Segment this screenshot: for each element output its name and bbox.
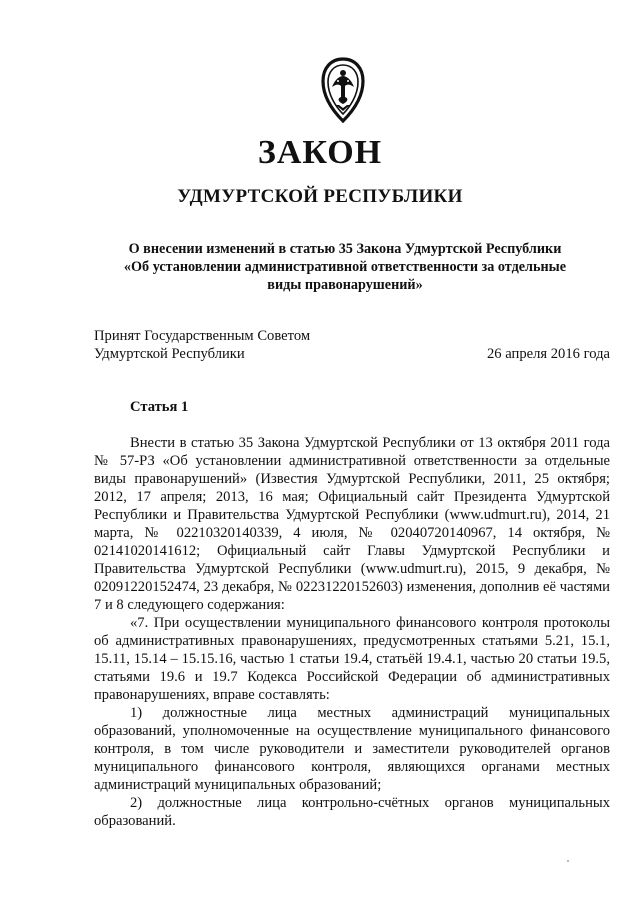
article-paragraph: 1) должностные лица местных администраций муниципальных образований, уполномоченные на осуществление муниципального финансового контроля, в том числе руководители и заместители руководителей органов муниципального финансового контроля, являющихся органами местных администраций муниципальных образований; [94, 705, 610, 793]
article-body [94, 434, 610, 830]
document-subtitle: УДМУРТСКОЙ РЕСПУБЛИКИ [177, 186, 463, 207]
adoption-info [94, 327, 310, 363]
article-paragraph: 2) должностные лица контрольно-счётных органов муниципальных образований. [94, 795, 610, 829]
law-name-heading [80, 240, 610, 294]
document-title: ЗАКОН [257, 134, 383, 171]
adoption-date: 26 апреля 2016 года [487, 346, 610, 362]
udmurt-coat-of-arms-icon [318, 57, 368, 123]
article-paragraph: Внести в статью 35 Закона Удмуртской Республики от 13 октября 2011 года № 57-РЗ «Об установлении административной ответственности за отдельные виды правонарушений» (Известия Удмуртской Республики, 2011, 25 октября; 2012, 17 апреля; 2013, 16 мая; Официальный сайт Президента Удмуртской Республики и Правительства Удмуртской Республики (www.udmurt.ru), 2014, 21 марта, № 02210320140339, 4 июля, № 02040720140967, 14 октября, № 02141020141612; Официальный сайт Главы Удмуртской Республики и Правительства Удмуртской Республики (www.udmurt.ru), 2015, 9 декабря, № 02091220152474, 23 декабря, № 02231220152603) изменения, дополнив её частями 7 и 8 следующего содержания: [94, 435, 610, 613]
article-title: Статья 1 [130, 399, 189, 415]
adoption-line: Удмуртской Республики [94, 346, 245, 362]
law-name-line: О внесении изменений в статью 35 Закона Удмуртской Республики [128, 241, 562, 257]
adoption-line: Принят Государственным Советом [94, 328, 311, 344]
article-paragraph: «7. При осуществлении муниципального финансового контроля протоколы об административных правонарушениях, предусмотренных статьями 5.21, 15.1, 15.11, 15.14 – 15.15.16, частью 1 статьи 19.4, статьёй 19.4.1, частью 20 статьи 19.5, статьями 19.6 и 19.7 Кодекса Российской Федерации об административных правонарушениях, вправе составлять: [94, 615, 610, 703]
law-name-line: виды правонарушений» [267, 277, 423, 293]
law-name-line: «Об установлении административной ответственности за отдельные [123, 259, 567, 275]
scan-speck [567, 860, 569, 862]
